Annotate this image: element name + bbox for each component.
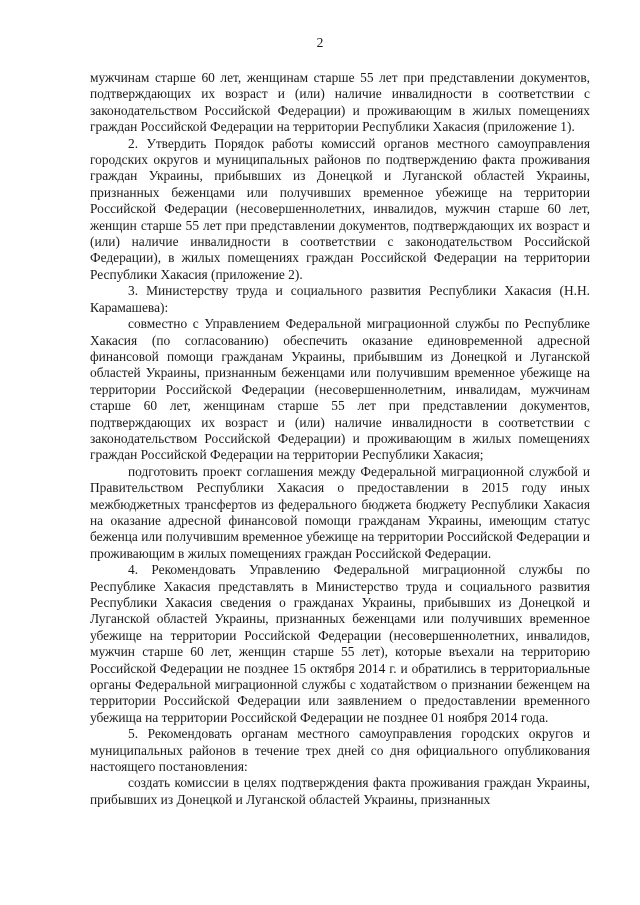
paragraph-continuation: мужчинам старше 60 лет, женщинам старше 55 лет при представлении документов, подтверждающих их возраст и (или) наличие инвалидности в соответствии с законодательством Российской Федерации) и проживающим в жилых помещениях граждан Российской Федерации на территории Республики Хакасия (приложение 1). bbox=[90, 70, 590, 135]
paragraph-item-5-sub-1: создать комиссии в целях подтверждения факта проживания граждан Украины, прибывших из Донецкой и Луганской областей Украины, признанных bbox=[90, 775, 590, 807]
page-number: 2 bbox=[316, 35, 324, 50]
document-body bbox=[90, 70, 590, 808]
paragraph-item-5: 5. Рекомендовать органам местного самоуправления городских округов и муниципальных районов в течение трех дней со дня официального опубликования настоящего постановления: bbox=[90, 726, 590, 775]
paragraph-item-3: 3. Министерству труда и социального развития Республики Хакасия (Н.Н. Карамашева): bbox=[90, 283, 590, 315]
paragraph-item-2: 2. Утвердить Порядок работы комиссий органов местного самоуправления городских округов и муниципальных районов по подтверждению факта проживания граждан Украины, прибывших из Донецкой и Луганской областей Украины, признанных беженцами или получивших временное убежище на территории Российской Федерации (несовершеннолетних, инвалидов, мужчин старше 60 лет, женщин старше 55 лет при представлении документов, подтверждающих их возраст и (или) наличие инвалидности в соответствии с законодательством Российской Федерации), в жилых помещениях граждан Российской Федерации на территории Республики Хакасия (приложение 2). bbox=[90, 135, 590, 282]
paragraph-item-3-sub-1: совместно с Управлением Федеральной миграционной службы по Республике Хакасия (по согласованию) обеспечить оказание единовременной адресной финансовой помощи гражданам Украины, прибывшим из Донецкой и Луганской областей Украины, признанным беженцами или получившим временное убежище на территории Российской Федерации (несовершеннолетним, инвалидам, мужчинам старше 60 лет, женщинам старше 55 лет при представлении документов, подтверждающих их возраст и (или) наличие инвалидности в соответствии с законодательством Российской Федерации) и проживающим в жилых помещениях граждан Российской Федерации на территории Республики Хакасия; bbox=[90, 316, 590, 463]
paragraph-item-4: 4. Рекомендовать Управлению Федеральной миграционной службы по Республике Хакасия представлять в Министерство труда и социального развития Республики Хакасия сведения о гражданах Украины, прибывших из Донецкой и Луганской областей Украины, признанных беженцами или получивших временное убежище на территории Российской Федерации (несовершеннолетних, инвалидов, мужчин старше 60 лет, женщин старше 55 лет), которые въехали на территорию Российской Федерации не позднее 15 октября 2014 г. и обратились в территориальные органы Федеральной миграционной службы с ходатайством о признании беженцем на территории Российской Федерации или заявлением о предоставлении временного убежища на территории Российской Федерации не позднее 01 ноября 2014 года. bbox=[90, 562, 590, 725]
paragraph-item-3-sub-2: подготовить проект соглашения между Федеральной миграционной службой и Правительством Республики Хакасия о предоставлении в 2015 году иных межбюджетных трансфертов из федерального бюджета бюджету Республики Хакасия на оказание адресной финансовой помощи гражданам Украины, имеющим статус беженца или получившим временное убежище на территории Российской Федерации и проживающим в жилых помещениях граждан Российской Федерации. bbox=[90, 463, 590, 561]
